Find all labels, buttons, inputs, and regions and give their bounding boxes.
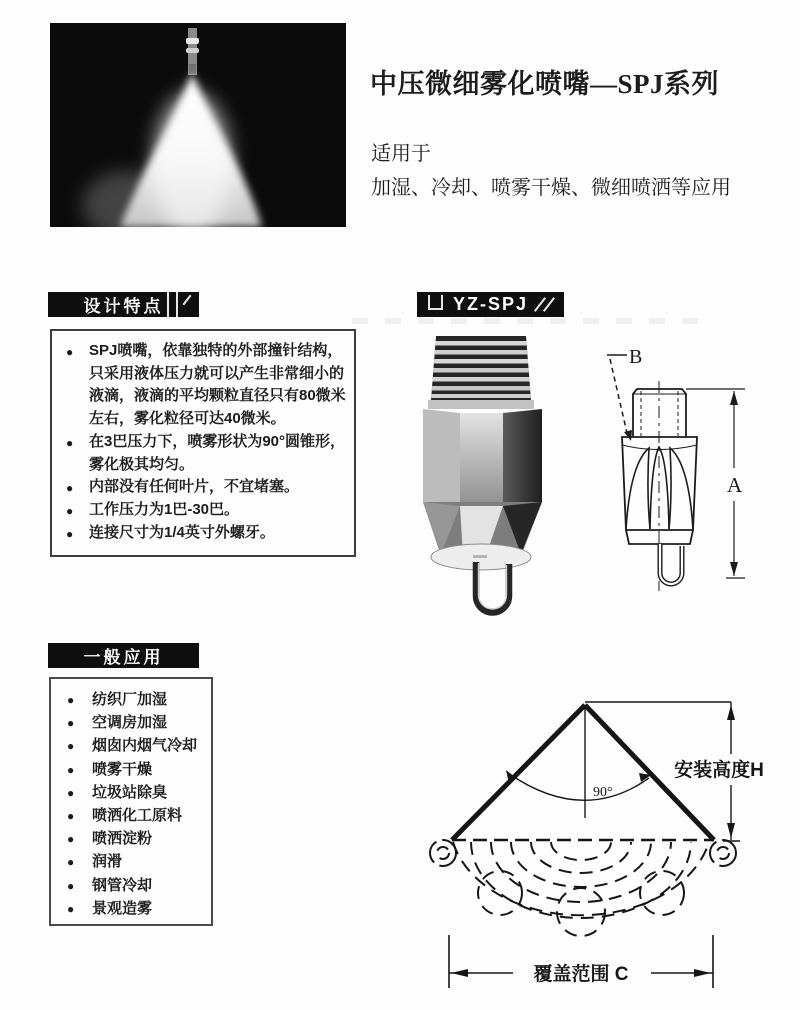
list-item xyxy=(52,431,349,476)
angle-label: 90° xyxy=(593,785,613,800)
dim-arrow-icon xyxy=(727,705,735,720)
design-features-box xyxy=(50,329,356,557)
list-item xyxy=(51,781,211,804)
mist-cloud xyxy=(430,840,736,936)
applications-header-label: 一般应用 xyxy=(83,648,164,667)
dim-arrow-icon xyxy=(694,969,711,977)
feature-text: 在3巴压力下，喷雾形状为90°圆锥形，雾化极其均匀。 xyxy=(89,432,346,473)
application-text: 烟囱内烟气冷却 xyxy=(92,737,198,755)
bullet-icon: ● xyxy=(67,878,75,893)
bullet-icon: ● xyxy=(67,739,75,754)
application-text: 润滑 xyxy=(92,853,123,871)
spray-photo xyxy=(50,23,346,227)
cone-edge xyxy=(452,705,585,840)
bullet-icon: ● xyxy=(67,855,75,870)
bullet-icon: ● xyxy=(66,481,74,496)
dim-arrow-icon xyxy=(730,391,738,405)
applications-box xyxy=(49,677,213,926)
scan-artifact xyxy=(167,292,169,317)
model-header xyxy=(417,292,564,317)
bullet-icon: ● xyxy=(66,435,74,450)
list-item xyxy=(51,734,211,757)
bullet-icon: ● xyxy=(66,345,74,359)
collar xyxy=(428,400,534,409)
list-item xyxy=(52,476,349,499)
spray-pattern-diagram xyxy=(405,690,800,1002)
bullet-icon: ● xyxy=(67,693,75,707)
list-item xyxy=(51,804,211,827)
bullet-icon: ● xyxy=(67,785,75,800)
application-text: 空调房加湿 xyxy=(92,714,168,732)
dim-arrow-icon xyxy=(730,562,738,576)
feature-text: 连接尺寸为1/4英寸外螺牙。 xyxy=(89,523,275,541)
list-item xyxy=(51,688,211,711)
coverage-label: 覆盖范围 C xyxy=(533,964,629,985)
scan-artifact xyxy=(352,318,698,324)
dim-arrow-icon xyxy=(451,969,468,977)
application-text: 喷洒淀粉 xyxy=(92,830,153,848)
applications-list xyxy=(51,688,211,920)
applicability-intro: 适用于 xyxy=(371,143,431,165)
application-text: 钢管冷却 xyxy=(92,876,153,894)
application-text: 喷洒化工原料 xyxy=(92,807,183,825)
list-item xyxy=(52,499,349,522)
list-item xyxy=(52,340,349,431)
application-text: 垃圾站除臭 xyxy=(92,783,168,801)
list-item xyxy=(51,850,211,873)
design-features-list xyxy=(52,340,354,544)
nozzle-product-photo xyxy=(415,332,550,624)
scan-artifact xyxy=(176,292,178,317)
scan-artifact xyxy=(428,295,443,310)
list-item xyxy=(51,874,211,897)
design-features-header xyxy=(48,292,199,317)
dimension-label-b: B xyxy=(629,346,643,368)
bullet-icon: ● xyxy=(67,809,75,824)
applications-header xyxy=(48,643,199,668)
bullet-icon: ● xyxy=(67,716,75,731)
orifice xyxy=(473,555,487,558)
page-title: 中压微细雾化喷嘴—SPJ系列 xyxy=(370,69,720,99)
thread-section xyxy=(429,336,535,400)
hex-body xyxy=(423,409,542,506)
feature-text: 工作压力为1巴-30巴。 xyxy=(89,500,240,518)
design-features-header-label: 设计特点 xyxy=(83,297,164,316)
bullet-icon: ● xyxy=(66,503,74,518)
list-item xyxy=(51,758,211,781)
model-header-label: YZ-SPJ xyxy=(452,294,529,314)
scan-artifact xyxy=(183,295,192,306)
list-item xyxy=(52,522,349,545)
application-text: 景观造雾 xyxy=(92,899,153,917)
nozzle-dimension-drawing xyxy=(593,333,783,595)
feature-text: 内部没有任何叶片，不宜堵塞。 xyxy=(89,478,300,496)
leader-arrow-icon xyxy=(624,430,632,441)
applicability-text: 加湿、冷却、喷雾干燥、微细喷洒等应用 xyxy=(371,177,731,199)
bullet-icon: ● xyxy=(67,901,75,916)
install-height-label: 安装高度H xyxy=(674,760,764,781)
dimension-label-a: A xyxy=(727,473,743,497)
application-text: 喷雾干燥 xyxy=(92,760,153,778)
list-item xyxy=(51,711,211,734)
feature-text: SPJ喷嘴，依靠独特的外部撞针结构，只采用液体压力就可以产生非常细小的液滴，液滴的平均颗粒直径只有80微米左右，雾化粒径可达40微米。 xyxy=(89,342,346,428)
bullet-icon: ● xyxy=(67,762,75,777)
list-item xyxy=(51,827,211,850)
list-item xyxy=(51,897,211,920)
bullet-icon: ● xyxy=(66,526,74,541)
dim-arrow-icon xyxy=(727,823,735,838)
bullet-icon: ● xyxy=(67,832,75,847)
application-text: 纺织厂加湿 xyxy=(92,691,168,708)
